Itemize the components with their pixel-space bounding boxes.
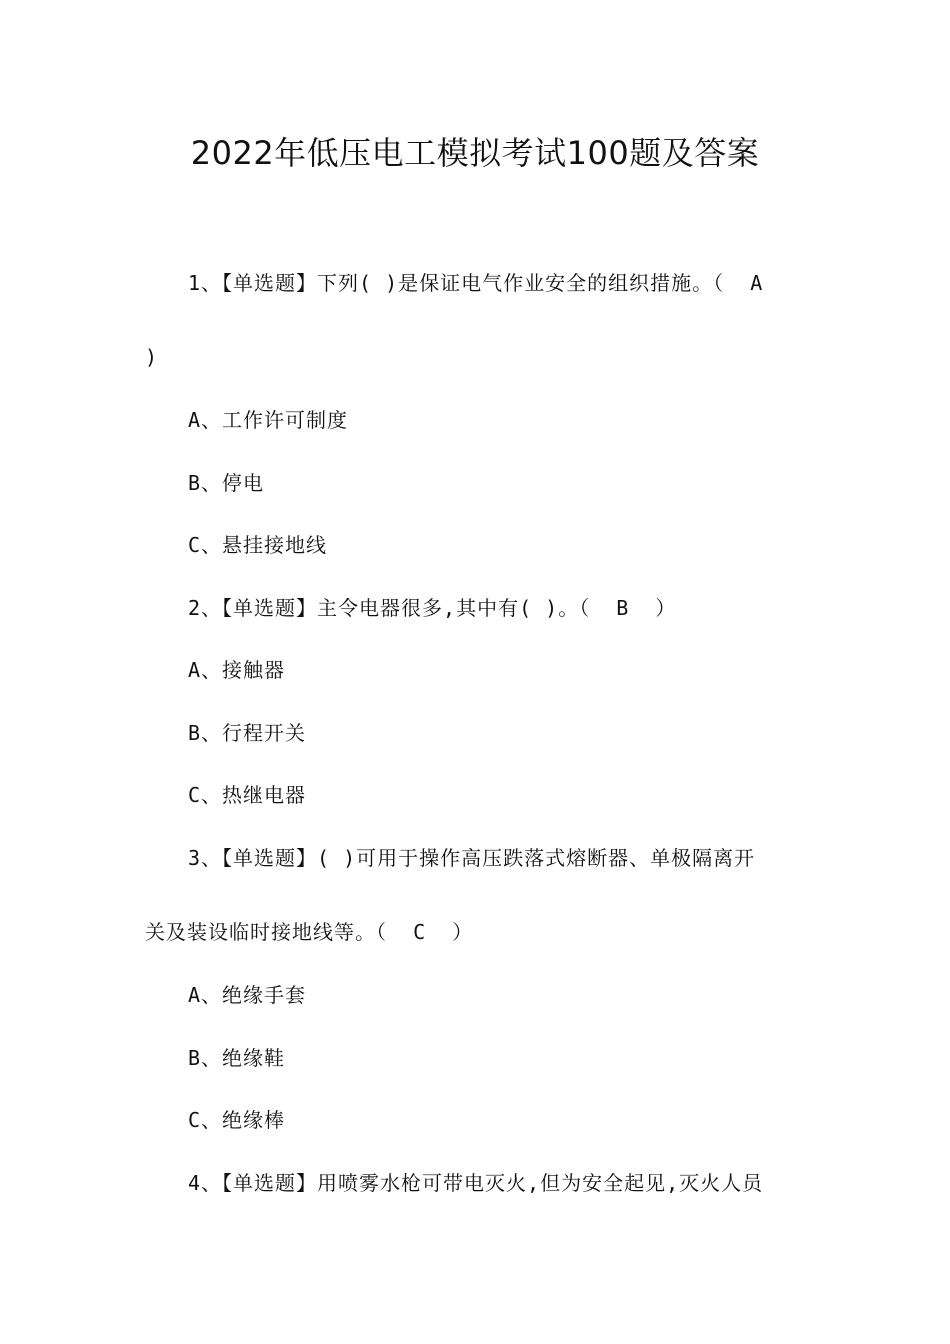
question-type: 【单选题】 — [222, 596, 318, 620]
question-stem: 下列( )是保证电气作业安全的组织措施。（ — [317, 271, 751, 295]
question-answer-close: ） — [426, 920, 474, 944]
question-number: 3、 — [188, 846, 223, 870]
document-title: 2022年低压电工模拟考试100题及答案 — [190, 134, 760, 172]
question-answer: B — [616, 596, 630, 620]
question-3-line-1 — [188, 843, 755, 873]
question-1-option-b: B、停电 — [188, 471, 265, 495]
question-type: 【单选题】 — [222, 271, 318, 295]
question-stem: 主令电器很多,其中有( )。（ — [317, 596, 617, 620]
question-3-option-c: C、绝缘棒 — [188, 1108, 286, 1132]
question-3-option-b: B、绝缘鞋 — [188, 1046, 286, 1070]
question-number: 4、 — [188, 1171, 223, 1195]
question-answer: C — [413, 920, 427, 944]
question-type: 【单选题】 — [222, 1171, 318, 1195]
question-2-option-a: A、接触器 — [188, 658, 286, 682]
question-stem: 关及装设临时接地线等。（ — [145, 920, 414, 944]
question-answer: A — [750, 271, 764, 295]
question-2-option-b: B、行程开关 — [188, 721, 307, 745]
question-number: 1、 — [188, 271, 223, 295]
question-1-option-c: C、悬挂接地线 — [188, 533, 328, 557]
question-3-option-a: A、绝缘手套 — [188, 983, 307, 1007]
question-1-line-2: ) — [145, 345, 159, 369]
question-4-line-1 — [188, 1168, 763, 1198]
question-type: 【单选题】 — [222, 846, 318, 870]
question-3-line-2 — [145, 917, 473, 947]
question-answer-close: ） — [629, 596, 677, 620]
question-2-line-1 — [188, 593, 676, 623]
question-1-option-a: A、工作许可制度 — [188, 408, 349, 432]
question-stem: ( )可用于操作高压跌落式熔断器、单极隔离开 — [317, 846, 756, 870]
question-1-line-1 — [188, 268, 763, 298]
question-number: 2、 — [188, 596, 223, 620]
question-2-option-c: C、热继电器 — [188, 783, 307, 807]
question-stem: 用喷雾水枪可带电灭火,但为安全起见,灭火人员 — [317, 1171, 764, 1195]
